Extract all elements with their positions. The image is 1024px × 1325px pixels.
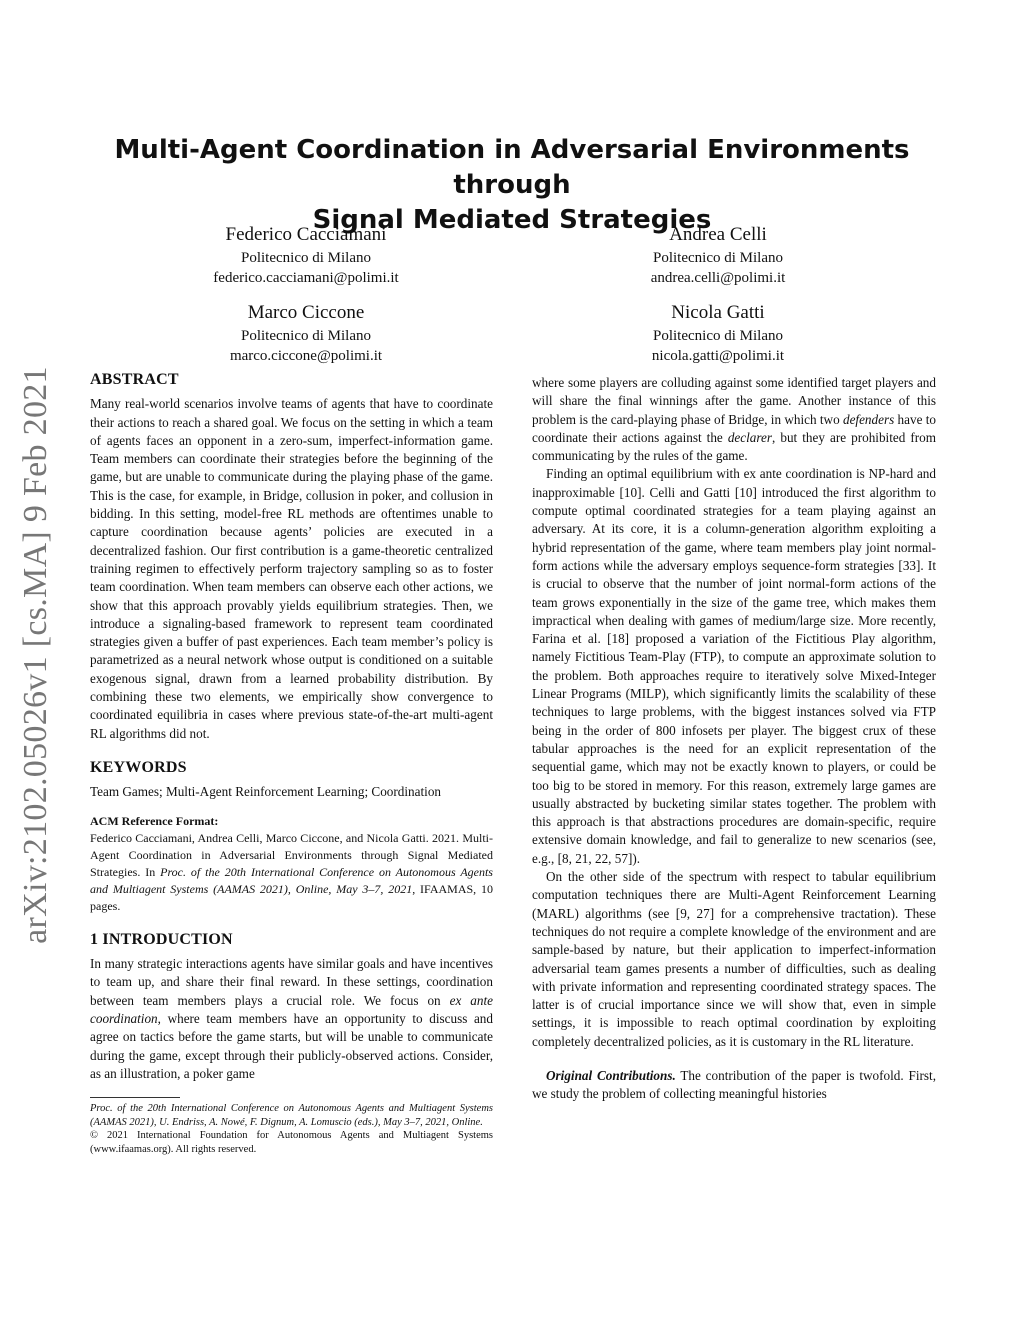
- author-name: Nicola Gatti: [671, 302, 765, 323]
- author-block: [568, 300, 868, 366]
- body-text: where some players are colluding against some identified target players and will share the final winnings after the game. Another instance of this problem is the card-playing phase of Bridge, in which two: [532, 375, 936, 427]
- footnote-proceedings-text: Proc. of the 20th International Conference on Autonomous Agents and Multiagent Systems (AAMAS 2021), U. Endriss, A. Nowé, F. Dignum, A. Lomuscio (eds.), May 3–7, 2021, Online.: [90, 1103, 493, 1128]
- right-column: [532, 374, 936, 1104]
- right-paragraph-3: On the other side of the spectrum with respect to tabular equilibrium computation techniques there are Multi-Agent Reinforcement Learning (MARL) algorithms (see [9, 27] for a comprehensive tractation). These techniques do not require a complete knowledge of the environment and are sample-based by nature, but their application to imperfect-information adversarial team games presents a number of difficulties, such as dealing with private information and representing coordinated strategy spaces. The latter is of crucial importance since we will show that, even in simple settings, it is impossible to reach optimal coordination by exploiting completely decentralized policies, as it is customary in the RL literature.: [532, 869, 936, 1049]
- intro-text: , where team members have an opportunity to discuss and agree on tactics before the game starts, but will be unable to communicate during the game, except through their publicly-observed actions. Consider, as an illustration, a poker game: [90, 1011, 493, 1081]
- right-paragraph-2: Finding an optimal equilibrium with ex ante coordination is NP-hard and inapproximable [10]. Celli and Gatti [10] introduced the first algorithm to compute optimal coordinated strategies for a team playing against an adversary. At its core, it is a column-generation algorithm exploiting a hybrid representation of the game, where team members play joint normal-form actions while the adversary employs sequence-form strategies [33]. It is crucial to observe that the number of joint normal-form actions of the team grows exponentially in the size of the game tree, which makes them impractical when dealing with games of medium/large size. More recently, Farina et al. [18] proposed a variation of the Fictitious Play algorithm, namely Fictitious Team-Play (FTP), to compute an approximate solution to the problem. Both approaches require to iteratively solve Mixed-Integer Linear Programs (MILP), which significantly limits the scalability of these techniques to large problems, with the biggest instances solved via FTP being in the order of 800 infosets per player. The biggest crux of these tabular approaches is the need for an explicit representation of the sequential game, which may not be exactly known to players, or could be too big to be stored in memory. For this reason, extremely large games are usually abstracted by bucketing similar states together. The problem with this approach is that abstractions procedures are domain-specific, require extensive domain knowledge, and fail to generalize to new scenarios (see, e.g., [8, 21, 22, 57]).: [532, 466, 936, 866]
- author-block: [156, 300, 456, 366]
- acm-reference-heading: ACM Reference Format:: [90, 813, 219, 828]
- original-contributions-text: The contribution of the paper is twofold. First, we study the problem of collecting meaningful histories: [532, 1067, 936, 1102]
- author-affiliation: Politecnico di Milano: [241, 328, 371, 344]
- paper-title-line2: Signal Mediated Strategies: [312, 205, 712, 235]
- paper-title-line1: Multi-Agent Coordination in Adversarial Environments through: [114, 135, 910, 200]
- acm-reference-venue: Proc. of the 20th International Conference on Autonomous Agents and Multiagent Systems (AAMAS 2021), Online, May 3–7, 2021: [90, 864, 493, 896]
- intro-paragraph: [90, 955, 493, 1083]
- body-emphasis: defenders: [842, 411, 895, 427]
- author-email: federico.cacciamani@polimi.it: [213, 270, 399, 286]
- original-contributions: [532, 1067, 936, 1104]
- footnote-copyright: © 2021 International Foundation for Autonomous Agents and Multiagent Systems (www.ifaamas.org). All rights reserved.: [90, 1130, 493, 1155]
- author-block: [156, 222, 456, 288]
- author-affiliation: Politecnico di Milano: [241, 250, 371, 266]
- left-column: [90, 371, 493, 1156]
- author-name: Marco Ciccone: [247, 302, 365, 323]
- keywords-heading: KEYWORDS: [90, 758, 187, 776]
- body-text: have to coordinate their actions against the: [532, 411, 937, 445]
- author-block: [568, 222, 868, 288]
- acm-reference-text: [90, 830, 493, 915]
- arxiv-identifier: arXiv:2102.05026v1 [cs.MA] 9 Feb 2021: [17, 366, 54, 944]
- intro-emphasis: ex ante coordination: [90, 992, 493, 1027]
- original-contributions-heading: Original Contributions.: [546, 1067, 676, 1083]
- author-name: Andrea Celli: [669, 224, 767, 245]
- keywords-text: Team Games; Multi-Agent Reinforcement Learning; Coordination: [90, 784, 442, 800]
- author-email: marco.ciccone@polimi.it: [229, 348, 383, 364]
- footnote-proceedings: [90, 1102, 493, 1129]
- acm-reference-authors: Federico Cacciamani, Andrea Celli, Marco Ciccone, and Nicola Gatti. 2021. Multi-Agent Coordination in Adversarial Environments through Signal Mediated Strategies. In: [90, 830, 493, 879]
- author-affiliation: Politecnico di Milano: [653, 250, 783, 266]
- right-paragraph-1: [532, 374, 936, 465]
- author-affiliation: Politecnico di Milano: [653, 328, 783, 344]
- arxiv-sidebar: [6, 355, 66, 955]
- abstract-heading: ABSTRACT: [90, 371, 179, 388]
- body-emphasis: declarer: [727, 429, 773, 445]
- intro-text: In many strategic interactions agents have similar goals and have incentives to team up, and share their final reward. In these settings, coordination between team members plays a crucial role. We focus on: [90, 956, 493, 1008]
- abstract-text: Many real-world scenarios involve teams of agents that have to coordinate their actions to reach a shared goal. We focus on the setting in which a team of agents faces an opponent in a zero-sum, imperfect-information game. Team members can coordinate their strategies before the beginning of the game, but are unable to communicate during the playing phase of the game. This is the case, for example, in Bridge, collusion in poker, and collusion in bidding. In this setting, model-free RL methods are oftentimes unable to capture coordination because agents’ policies are executed in a decentralized fashion. Our first contribution is a game-theoretic centralized training regimen to effectively perform trajectory sampling so as to foster team coordination. When team members can observe each other actions, we show that this approach provably yields equilibrium strategies. Then, we introduce a signaling-based framework to represent team coordinated strategies given a buffer of past experiences. Each team member’s policy is parametrized as a neural network whose output is conditioned on a suitable exogenous signal, drawn from a learned probability distribution. By combining these two elements, we empirically show convergence to coordinated equilibria in cases where previous state-of-the-art multi-agent RL algorithms did not.: [90, 396, 493, 741]
- author-email: nicola.gatti@polimi.it: [651, 348, 785, 364]
- introduction-heading: 1 INTRODUCTION: [90, 930, 233, 948]
- acm-reference-tail: , IFAAMAS, 10 pages.: [90, 881, 493, 913]
- author-name: Federico Cacciamani: [225, 224, 387, 245]
- author-email: andrea.celli@polimi.it: [650, 270, 786, 286]
- body-text: , but they are prohibited from communicating by the rules of the game.: [532, 429, 936, 464]
